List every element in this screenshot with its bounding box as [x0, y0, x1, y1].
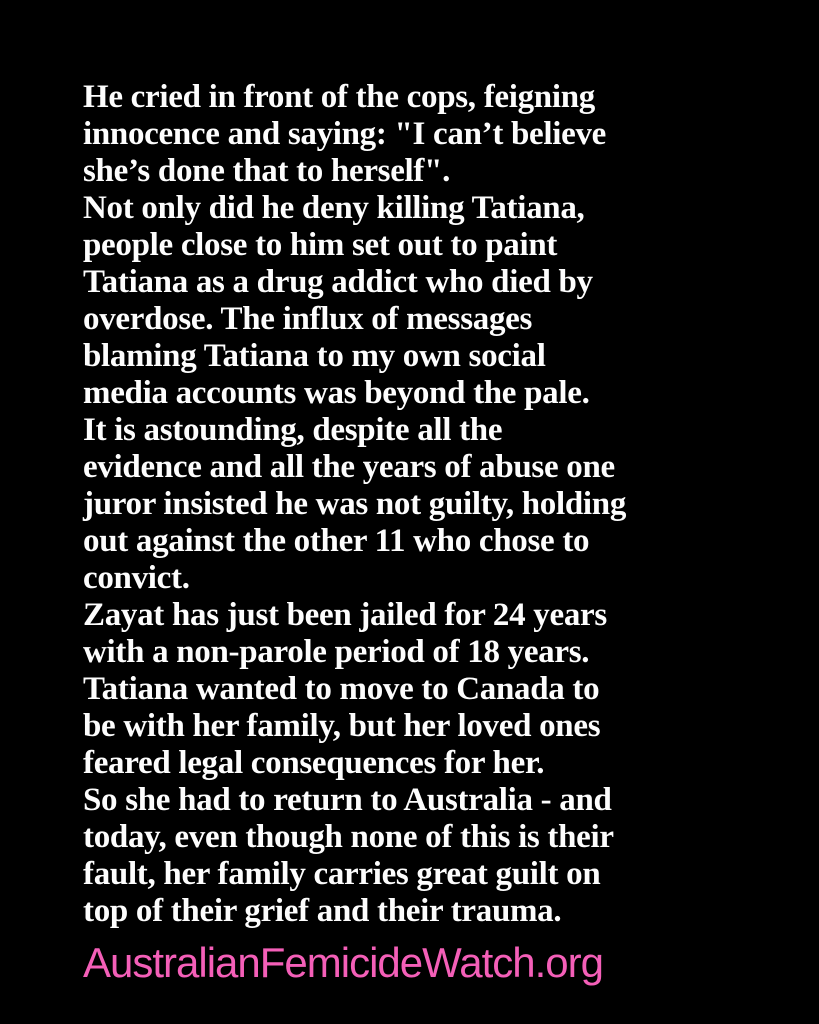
text-line: fault, her family carries great guilt on: [83, 856, 601, 892]
text-line: evidence and all the years of abuse one: [83, 449, 615, 485]
website-url-text: AustralianFemicideWatch.org: [83, 939, 603, 986]
text-line: out against the other 11 who chose to: [83, 523, 590, 559]
text-line: top of their grief and their trauma.: [83, 893, 562, 929]
text-line: people close to him set out to paint: [83, 227, 558, 263]
text-line: be with her family, but her loved ones: [83, 708, 601, 744]
text-line: blaming Tatiana to my own social: [83, 338, 546, 374]
text-line: overdose. The influx of messages: [83, 301, 533, 337]
text-line: with a non-parole period of 18 years.: [83, 634, 590, 670]
text-line: Not only did he deny killing Tatiana,: [83, 190, 585, 226]
text-line: Tatiana as a drug addict who died by: [83, 264, 593, 300]
text-line: It is astounding, despite all the: [83, 412, 503, 448]
text-line: innocence and saying: "I can’t believe: [83, 116, 606, 152]
text-line: Zayat has just been jailed for 24 years: [83, 597, 607, 633]
text-line: feared legal consequences for her.: [83, 745, 545, 781]
text-line: juror insisted he was not guilty, holding: [83, 486, 627, 522]
quote-text: [83, 79, 779, 930]
text-line: convict.: [83, 560, 190, 596]
text-line: media accounts was beyond the pale.: [83, 375, 590, 411]
text-line: she’s done that to herself".: [83, 153, 451, 189]
text-line: So she had to return to Australia - and: [83, 782, 612, 818]
text-line: today, even though none of this is their: [83, 819, 614, 855]
text-line: He cried in front of the cops, feigning: [83, 79, 595, 115]
text-line: Tatiana wanted to move to Canada to: [83, 671, 600, 707]
